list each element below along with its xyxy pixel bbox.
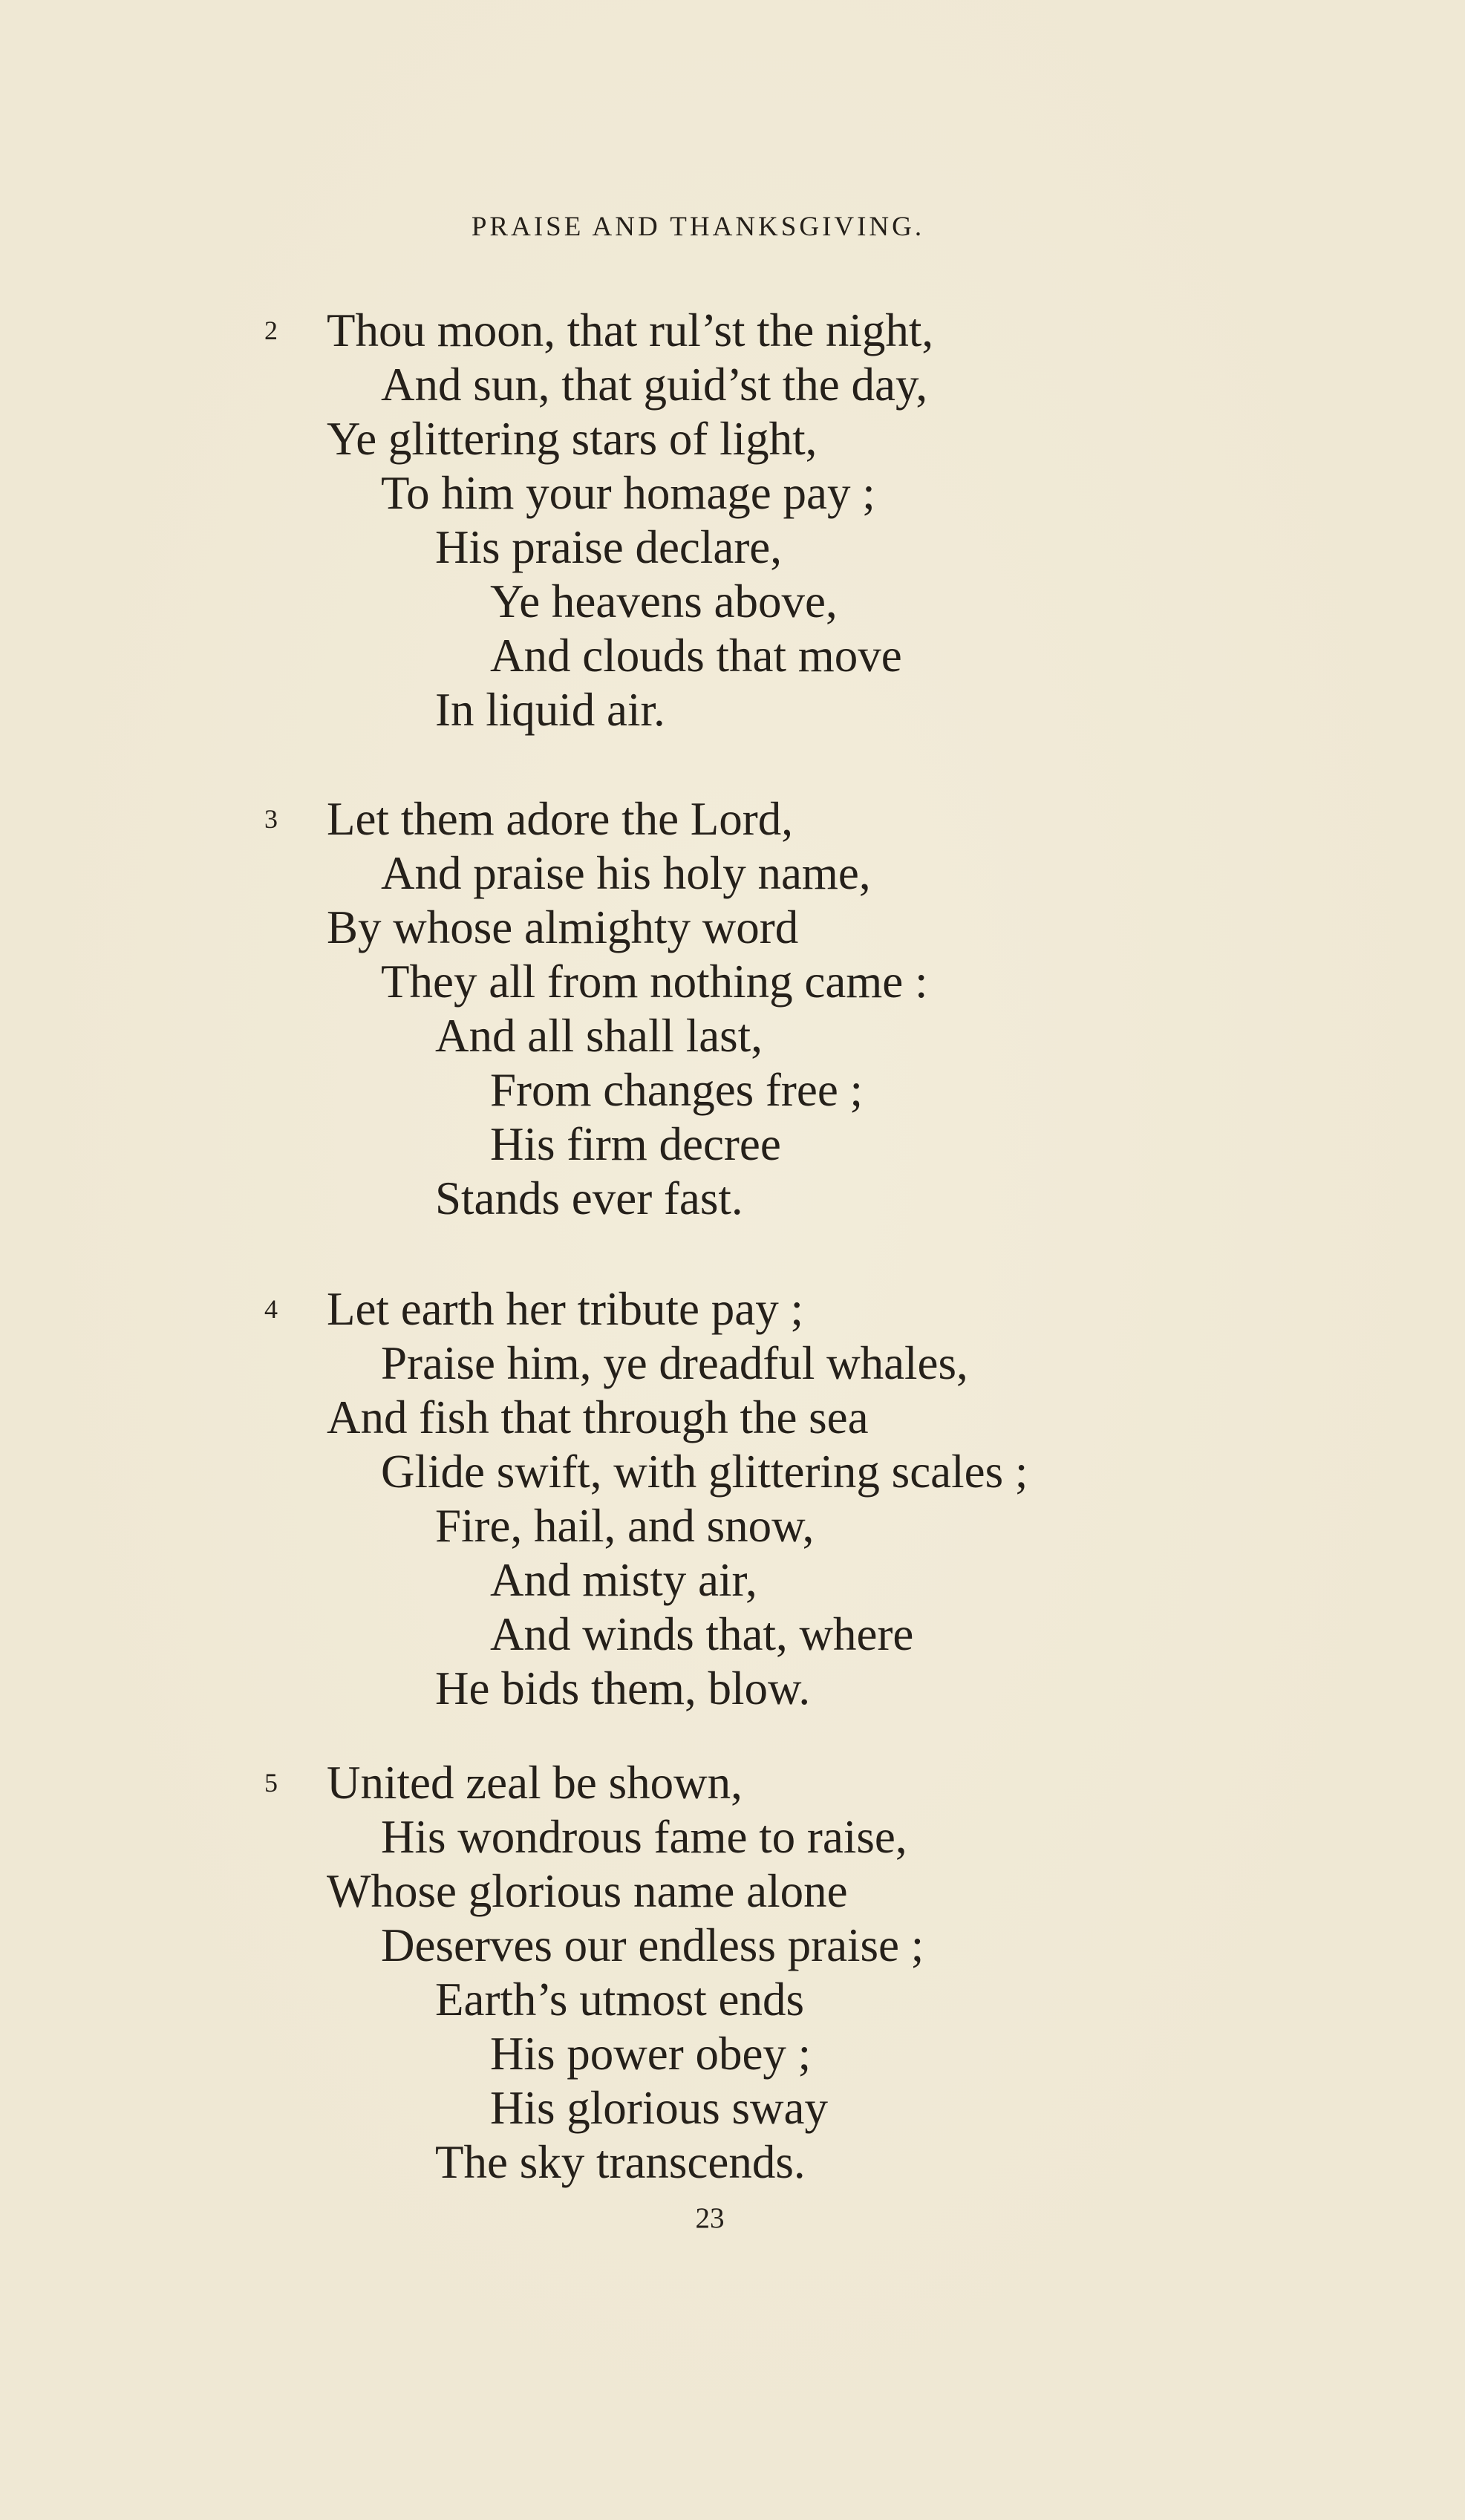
verse-number: 3 [264,804,278,834]
verse-number: 5 [264,1768,278,1798]
verse-line: And all shall last, [435,1010,763,1062]
verse-line: His firm decree [490,1118,781,1170]
verse-line: Stands ever fast. [435,1172,743,1224]
verse-line: And fish that through the sea [327,1391,869,1443]
verse-line: His glorious sway [490,2082,828,2134]
verse-line: And sun, that guid’st the day, [381,359,928,411]
verse-line: Praise him, ye dreadful whales, [381,1337,968,1389]
running-head: PRAISE AND THANKSGIVING. [471,212,925,242]
verse-line: He bids them, blow. [435,1662,811,1714]
verse-line: His wondrous fame to raise, [381,1811,907,1863]
verse-line: His power obey ; [490,2028,812,2080]
verse-line: From changes free ; [490,1064,864,1116]
verse-line: They all from nothing came : [381,956,928,1008]
verse-line: And winds that, where [490,1608,914,1660]
verse-line: Let them adore the Lord, [327,793,794,845]
verse-line: Thou moon, that rul’st the night, [327,304,934,356]
verse-line: And misty air, [490,1554,757,1606]
verse-line: Ye heavens above, [490,575,838,627]
verse-line: United zeal be shown, [327,1757,743,1809]
verse-line: And clouds that move [490,630,902,682]
verse-line: Earth’s utmost ends [435,1974,804,2026]
verse-line: Let earth her tribute pay ; [327,1283,803,1335]
verse-line: The sky transcends. [435,2136,806,2188]
verse-line: To him your homage pay ; [381,467,875,519]
verse-number: 2 [264,316,278,345]
verse-line: Deserves our endless praise ; [381,1919,924,1971]
verse-line: Fire, hail, and snow, [435,1500,815,1552]
verse-line: Whose glorious name alone [327,1865,848,1917]
verse-line: And praise his holy name, [381,847,871,899]
verse-line: Glide swift, with glittering scales ; [381,1446,1028,1498]
verse-number: 4 [264,1294,278,1324]
verse-line: His praise declare, [435,521,783,573]
verse-line: In liquid air. [435,684,665,736]
verse-line: Ye glittering stars of light, [327,413,818,465]
page-number: 23 [695,2202,725,2234]
verse-line: By whose almighty word [327,901,799,953]
